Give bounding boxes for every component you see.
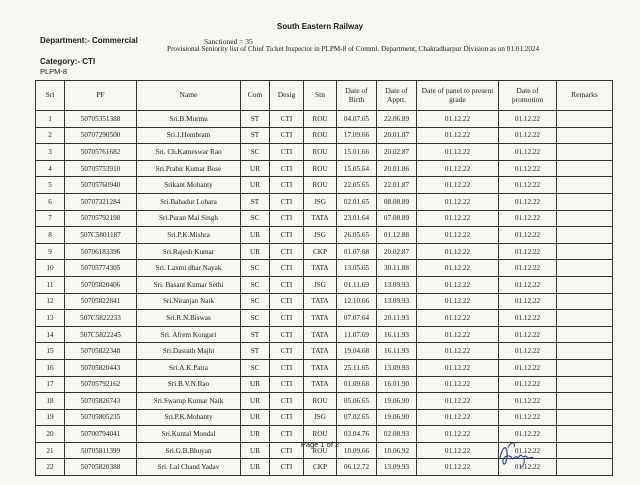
cell-name: Sri.B.Murmu [137, 111, 241, 128]
cell-dob: 23.01.64 [337, 210, 377, 227]
cell-remarks [557, 459, 613, 476]
col-com-header: Com [241, 81, 270, 111]
cell-name: Sri.Niranjan Naik [137, 293, 241, 310]
cell-srl: 8 [36, 227, 65, 244]
cell-com: UR [241, 177, 270, 194]
cell-remarks [557, 343, 613, 360]
cell-remarks [557, 144, 613, 161]
cell-name: Sri. Laxmi dhar Nayak [137, 260, 241, 277]
cell-com: UR [241, 459, 270, 476]
cell-panel: 01.12.22 [417, 193, 499, 210]
cell-pf: 50705792162 [65, 376, 137, 393]
cell-remarks [557, 160, 613, 177]
cell-appt: 07.08.89 [377, 210, 417, 227]
cell-name: Sri.G.B.Bhuyan [137, 442, 241, 459]
cell-name: Sri.Puran Mal Singh [137, 210, 241, 227]
cell-srl: 12 [36, 293, 65, 310]
cell-com: SC [241, 310, 270, 327]
cell-dob: 01.11.69 [337, 276, 377, 293]
table-body [36, 111, 613, 476]
cell-srl: 11 [36, 276, 65, 293]
col-appt-header: Date of Apptt. [377, 81, 417, 111]
cell-com: ST [241, 343, 270, 360]
cell-com: ST [241, 111, 270, 128]
cell-appt: 20.02.87 [377, 144, 417, 161]
cell-dob: 19.04.68 [337, 343, 377, 360]
list-caption: Provisional Seniority list of Chief Ticket Inspector in PLPM-8 of Comml. Department, Chakradharpur Division as on 01.01.2024 [167, 45, 540, 53]
cell-srl: 3 [36, 144, 65, 161]
cell-name: Sri.R.N.Biswas [137, 310, 241, 327]
cell-promotion: 01.12.22 [499, 409, 557, 426]
cell-appt: 20.01.86 [377, 160, 417, 177]
cell-stn: CKP [304, 459, 337, 476]
cell-dob: 05.06.65 [337, 393, 377, 410]
cell-desig: CTI [270, 326, 304, 343]
cell-appt: 20.01.87 [377, 127, 417, 144]
cell-srl: 14 [36, 326, 65, 343]
cell-remarks [557, 177, 613, 194]
cell-name: Sri.Prabir Kumar Bose [137, 160, 241, 177]
col-stn-header: Stn [304, 81, 337, 111]
col-promotion-header: Date of promotion [499, 81, 557, 111]
cell-desig: CTI [270, 193, 304, 210]
table-row [36, 160, 613, 177]
cell-remarks [557, 376, 613, 393]
table-row [36, 310, 613, 327]
cell-name: Sri. Ch.Kameswar Rao [137, 144, 241, 161]
cell-appt: 16.01.90 [377, 376, 417, 393]
cell-pf: 50705822841 [65, 293, 137, 310]
cell-com: UR [241, 442, 270, 459]
cell-dob: 12.10.66 [337, 293, 377, 310]
cell-dob: 13.05.65 [337, 260, 377, 277]
cell-dob: 17.09.66 [337, 127, 377, 144]
cell-appt: 01.12.88 [377, 227, 417, 244]
cell-desig: CTI [270, 227, 304, 244]
cell-pf: 50705351388 [65, 111, 137, 128]
cell-stn: ROU [304, 177, 337, 194]
table-row [36, 409, 613, 426]
cell-pf: 50705805235 [65, 409, 137, 426]
cell-com: SC [241, 359, 270, 376]
cell-com: UR [241, 160, 270, 177]
cell-stn: ROU [304, 426, 337, 443]
cell-desig: CTI [270, 111, 304, 128]
cell-stn: ROU [304, 111, 337, 128]
cell-panel: 01.12.22 [417, 210, 499, 227]
cell-com: SC [241, 260, 270, 277]
cell-com: UR [241, 227, 270, 244]
cell-pf: 50705761682 [65, 144, 137, 161]
cell-pf: 507C5822245 [65, 326, 137, 343]
cell-promotion: 01.12.22 [499, 127, 557, 144]
cell-panel: 01.12.22 [417, 359, 499, 376]
cell-srl: 22 [36, 459, 65, 476]
cell-dob: 04.07.65 [337, 111, 377, 128]
cell-com: SC [241, 293, 270, 310]
cell-srl: 19 [36, 409, 65, 426]
sanctioned-strength: Sanctioned = 35 [204, 37, 253, 46]
cell-stn: TATA [304, 293, 337, 310]
cell-desig: CTI [270, 359, 304, 376]
cell-srl: 9 [36, 243, 65, 260]
cell-stn: ROU [304, 393, 337, 410]
cell-promotion: 01.12.22 [499, 326, 557, 343]
cell-srl: 10 [36, 260, 65, 277]
cell-panel: 01.12.22 [417, 260, 499, 277]
col-srl-header: Srl [36, 81, 65, 111]
page-indicator: Page 1 of 2 [300, 440, 340, 449]
cell-panel: 01.12.22 [417, 409, 499, 426]
cell-panel: 01.12.22 [417, 442, 499, 459]
cell-panel: 01.12.22 [417, 276, 499, 293]
cell-promotion: 01.12.22 [499, 276, 557, 293]
department-label: Department:- Commercial [40, 36, 138, 45]
cell-desig: CTI [270, 409, 304, 426]
cell-promotion: 01.12.22 [499, 343, 557, 360]
cell-promotion: 01.12.22 [499, 426, 557, 443]
cell-dob: 03.04.76 [337, 426, 377, 443]
cell-panel: 01.12.22 [417, 393, 499, 410]
cell-desig: CTI [270, 127, 304, 144]
cell-remarks [557, 210, 613, 227]
cell-promotion: 01.12.22 [499, 227, 557, 244]
cell-panel: 01.12.22 [417, 376, 499, 393]
cell-pf: 50705811399 [65, 442, 137, 459]
cell-com: UR [241, 426, 270, 443]
cell-stn: TATA [304, 260, 337, 277]
cell-com: ST [241, 193, 270, 210]
cell-name: Sri. Lal Chand Yadav [137, 459, 241, 476]
cell-panel: 01.12.22 [417, 243, 499, 260]
cell-promotion: 01.12.22 [499, 144, 557, 161]
cell-stn: TATA [304, 359, 337, 376]
cell-com: UR [241, 376, 270, 393]
cell-remarks [557, 111, 613, 128]
cell-appt: 30.11.88 [377, 260, 417, 277]
table-row [36, 127, 613, 144]
cell-srl: 18 [36, 393, 65, 410]
cell-name: Sri. Basant Kumar Sethi [137, 276, 241, 293]
cell-appt: 20.02.87 [377, 243, 417, 260]
cell-panel: 01.12.22 [417, 343, 499, 360]
cell-remarks [557, 227, 613, 244]
cell-promotion: 01.12.22 [499, 310, 557, 327]
cell-promotion: 01.12.22 [499, 376, 557, 393]
cell-panel: 01.12.22 [417, 310, 499, 327]
cell-stn: TATA [304, 310, 337, 327]
cell-stn: JSG [304, 227, 337, 244]
cell-desig: CTI [270, 343, 304, 360]
cell-name: Sri.P.K.Mohanty [137, 409, 241, 426]
cell-panel: 01.12.22 [417, 459, 499, 476]
cell-stn: TATA [304, 343, 337, 360]
table-row [36, 276, 613, 293]
cell-appt: 10.06.92 [377, 442, 417, 459]
seniority-table [35, 80, 613, 476]
cell-desig: CTI [270, 310, 304, 327]
cell-srl: 1 [36, 111, 65, 128]
cell-pf: 50705792198 [65, 210, 137, 227]
cell-promotion: 01.12.22 [499, 260, 557, 277]
table-row [36, 326, 613, 343]
cell-stn: ROU [304, 144, 337, 161]
cell-appt: 16.11.93 [377, 343, 417, 360]
cell-desig: CTI [270, 144, 304, 161]
cell-pf: 50705822348 [65, 343, 137, 360]
cell-panel: 01.12.22 [417, 177, 499, 194]
cell-srl: 4 [36, 160, 65, 177]
cell-remarks [557, 409, 613, 426]
cell-promotion: 01.12.22 [499, 442, 557, 459]
table-row [36, 359, 613, 376]
cell-promotion: 01.12.22 [499, 243, 557, 260]
table-header-row [36, 81, 613, 111]
cell-dob: 15.01.66 [337, 144, 377, 161]
cell-stn: ROU [304, 442, 337, 459]
cell-appt: 13.09.93 [377, 293, 417, 310]
pay-level-label: PLPM-8 [40, 67, 68, 76]
category-label: Category:- CTI [40, 57, 96, 66]
cell-name: Sri. Afrem Kongari [137, 326, 241, 343]
cell-name: Sri.Kuntal Mondal [137, 426, 241, 443]
cell-promotion: 01.12.22 [499, 293, 557, 310]
cell-remarks [557, 260, 613, 277]
cell-desig: CTI [270, 260, 304, 277]
cell-remarks [557, 393, 613, 410]
cell-stn: JSG [304, 409, 337, 426]
cell-desig: CTI [270, 160, 304, 177]
cell-desig: CTI [270, 393, 304, 410]
cell-com: UR [241, 393, 270, 410]
col-remarks-header: Remarks [557, 81, 613, 111]
cell-name: Sri.Swarup Kumar Naik [137, 393, 241, 410]
cell-com: SC [241, 210, 270, 227]
cell-stn: TATA [304, 326, 337, 343]
cell-name: Sri.Dasrath Majhi [137, 343, 241, 360]
cell-remarks [557, 326, 613, 343]
cell-dob: 22.05.65 [337, 177, 377, 194]
cell-name: Sri.J.Hembram [137, 127, 241, 144]
cell-panel: 01.12.22 [417, 160, 499, 177]
cell-stn: TATA [304, 210, 337, 227]
cell-dob: 15.05.64 [337, 160, 377, 177]
cell-promotion: 01.12.22 [499, 459, 557, 476]
cell-com: ST [241, 127, 270, 144]
cell-srl: 16 [36, 359, 65, 376]
cell-pf: 50705774305 [65, 260, 137, 277]
cell-panel: 01.12.22 [417, 227, 499, 244]
cell-stn: JSG [304, 193, 337, 210]
cell-pf: 50700794041 [65, 426, 137, 443]
cell-appt: 13.09.93 [377, 359, 417, 376]
cell-stn: TATA [304, 376, 337, 393]
cell-remarks [557, 193, 613, 210]
cell-remarks [557, 243, 613, 260]
cell-srl: 5 [36, 177, 65, 194]
signature-icon [494, 438, 540, 472]
cell-desig: CTI [270, 276, 304, 293]
cell-stn: ROU [304, 160, 337, 177]
cell-promotion: 01.12.22 [499, 393, 557, 410]
cell-pf: 507C5822233 [65, 310, 137, 327]
cell-pf: 50707321284 [65, 193, 137, 210]
cell-appt: 13.09.93 [377, 276, 417, 293]
cell-dob: 10.09.66 [337, 442, 377, 459]
cell-promotion: 01.12.22 [499, 193, 557, 210]
table-row [36, 177, 613, 194]
cell-pf: 50705826743 [65, 393, 137, 410]
cell-promotion: 01.12.22 [499, 210, 557, 227]
table-row [36, 243, 613, 260]
cell-dob: 01.09.68 [337, 376, 377, 393]
cell-com: UR [241, 409, 270, 426]
cell-panel: 01.12.22 [417, 127, 499, 144]
cell-stn: CKP [304, 243, 337, 260]
cell-name: Sri.Rajesh Kumar [137, 243, 241, 260]
cell-desig: CTI [270, 426, 304, 443]
cell-com: SC [241, 144, 270, 161]
cell-promotion: 01.12.22 [499, 160, 557, 177]
table-row [36, 376, 613, 393]
cell-desig: CTI [270, 459, 304, 476]
cell-dob: 02.01.65 [337, 193, 377, 210]
cell-com: UR [241, 243, 270, 260]
cell-pf: 50705820388 [65, 459, 137, 476]
organization-title: South Eastern Railway [276, 22, 364, 31]
col-dob-header: Date of Birth [337, 81, 377, 111]
cell-appt: 20.11.93 [377, 310, 417, 327]
cell-panel: 01.12.22 [417, 144, 499, 161]
cell-pf: 50705820406 [65, 276, 137, 293]
cell-appt: 16.11.93 [377, 326, 417, 343]
cell-dob: 01.07.68 [337, 243, 377, 260]
cell-srl: 7 [36, 210, 65, 227]
cell-srl: 17 [36, 376, 65, 393]
cell-dob: 06.12.72 [337, 459, 377, 476]
cell-appt: 22.06.89 [377, 111, 417, 128]
table-row [36, 144, 613, 161]
col-name-header: Name [137, 81, 241, 111]
cell-stn: JSG [304, 276, 337, 293]
cell-com: SC [241, 276, 270, 293]
cell-name: Srikant Mohanty [137, 177, 241, 194]
cell-desig: CTI [270, 210, 304, 227]
cell-promotion: 01.12.22 [499, 177, 557, 194]
cell-panel: 01.12.22 [417, 326, 499, 343]
cell-appt: 22.01.87 [377, 177, 417, 194]
table-row [36, 393, 613, 410]
cell-dob: 07.07.64 [337, 310, 377, 327]
cell-appt: 02.08.93 [377, 426, 417, 443]
cell-dob: 11.07.69 [337, 326, 377, 343]
table-row [36, 193, 613, 210]
cell-appt: 13.09.93 [377, 459, 417, 476]
cell-com: ST [241, 326, 270, 343]
table-row [36, 227, 613, 244]
cell-panel: 01.12.22 [417, 293, 499, 310]
cell-promotion: 01.12.22 [499, 359, 557, 376]
cell-desig: CTI [270, 442, 304, 459]
cell-stn: ROU [304, 127, 337, 144]
col-panel-header: Date of panel to present grade [417, 81, 499, 111]
cell-remarks [557, 310, 613, 327]
col-pf-header: PF [65, 81, 137, 111]
cell-srl: 15 [36, 343, 65, 360]
cell-appt: 19.06.90 [377, 393, 417, 410]
cell-appt: 08.08.89 [377, 193, 417, 210]
cell-desig: CTI [270, 376, 304, 393]
cell-pf: 50705760940 [65, 177, 137, 194]
cell-remarks [557, 276, 613, 293]
cell-pf: 50706183396 [65, 243, 137, 260]
col-desig-header: Desig [270, 81, 304, 111]
cell-srl: 20 [36, 426, 65, 443]
cell-appt: 19.06.90 [377, 409, 417, 426]
table-row [36, 343, 613, 360]
cell-pf: 50705753910 [65, 160, 137, 177]
cell-pf: 507C5801187 [65, 227, 137, 244]
cell-panel: 01.12.22 [417, 426, 499, 443]
cell-pf: 50707290500 [65, 127, 137, 144]
cell-remarks [557, 359, 613, 376]
cell-remarks [557, 293, 613, 310]
cell-srl: 13 [36, 310, 65, 327]
cell-srl: 6 [36, 193, 65, 210]
cell-panel: 01.12.22 [417, 111, 499, 128]
cell-dob: 26.05.65 [337, 227, 377, 244]
cell-pf: 50705820443 [65, 359, 137, 376]
table-row [36, 293, 613, 310]
cell-name: Sri.A.K.Patra [137, 359, 241, 376]
cell-srl: 2 [36, 127, 65, 144]
cell-name: Sri.P.K.Mishra [137, 227, 241, 244]
cell-dob: 07.02.65 [337, 409, 377, 426]
cell-desig: CTI [270, 243, 304, 260]
cell-desig: CTI [270, 177, 304, 194]
cell-promotion: 01.12.22 [499, 111, 557, 128]
cell-dob: 25.11.65 [337, 359, 377, 376]
cell-name: Sri.Bahadur Lohara [137, 193, 241, 210]
cell-name: Sri.B.V.N.Rao [137, 376, 241, 393]
cell-remarks [557, 127, 613, 144]
table-row [36, 210, 613, 227]
cell-desig: CTI [270, 293, 304, 310]
cell-srl: 21 [36, 442, 65, 459]
table-row [36, 111, 613, 128]
table-row [36, 260, 613, 277]
